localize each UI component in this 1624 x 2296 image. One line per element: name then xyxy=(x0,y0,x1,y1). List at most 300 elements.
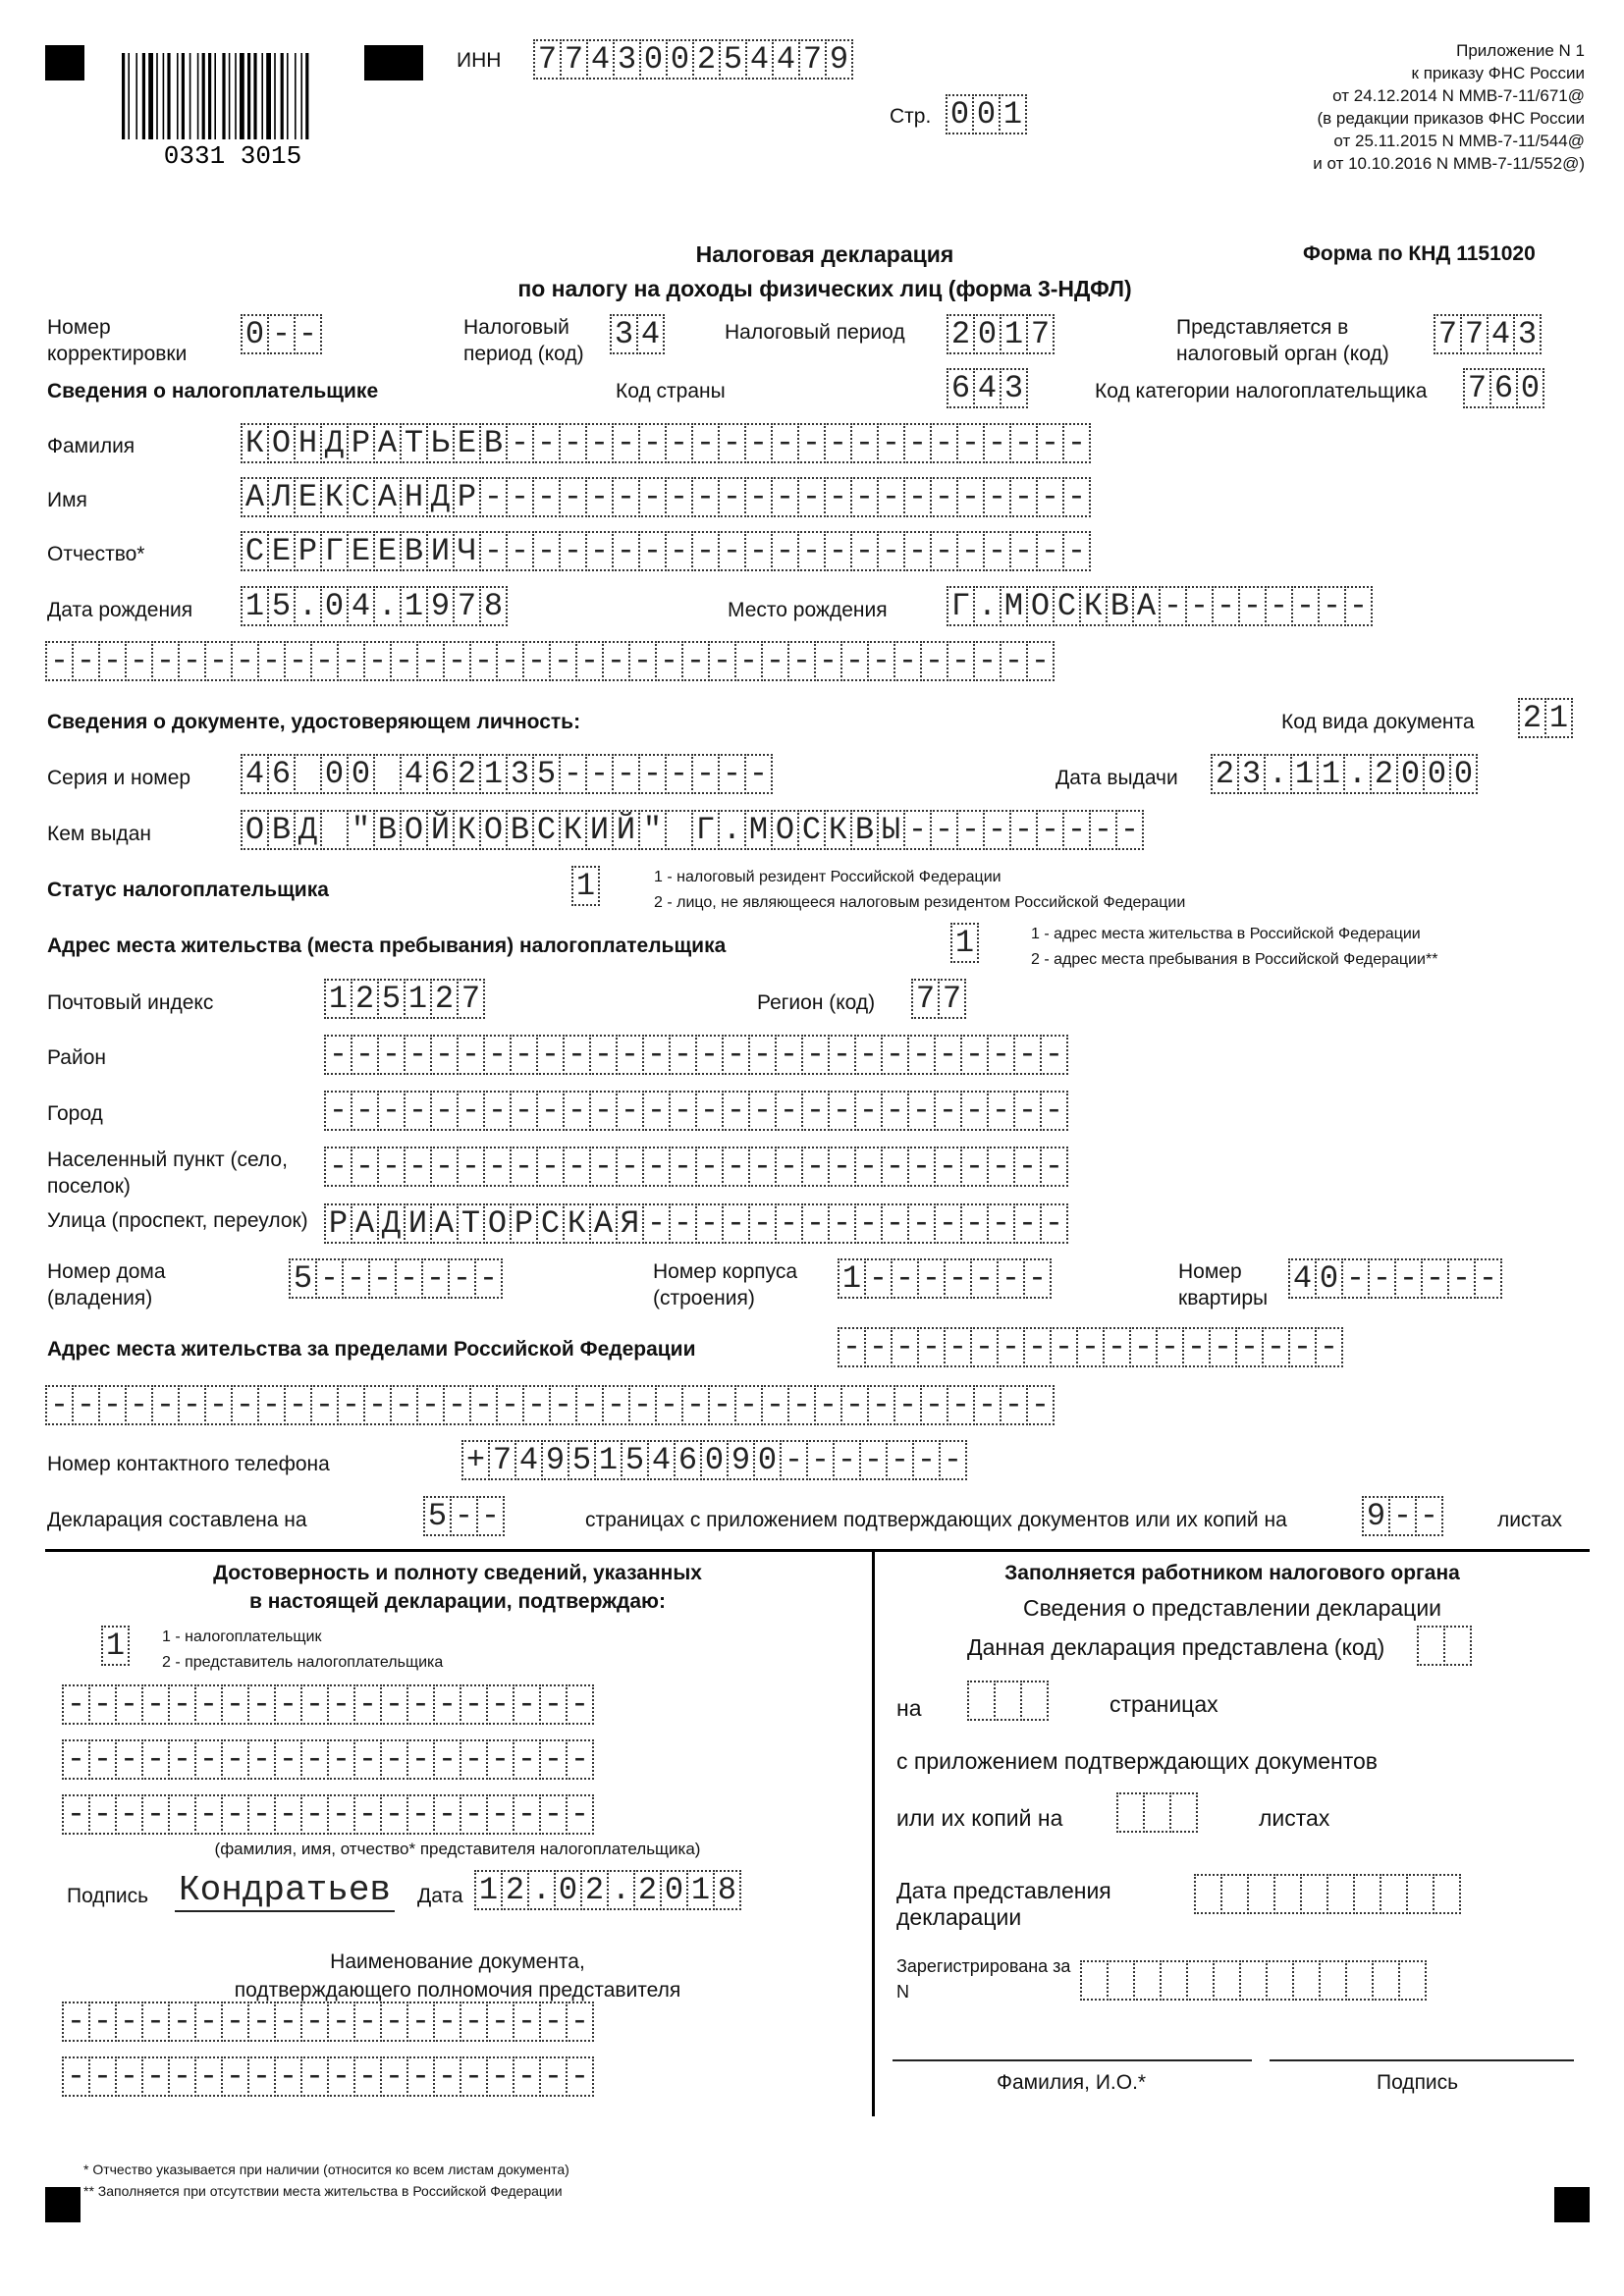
char-cell[interactable]: 3 xyxy=(610,314,638,354)
tax-period-code-field[interactable] xyxy=(610,314,663,354)
char-cell[interactable]: - xyxy=(669,1203,697,1244)
char-cell[interactable]: - xyxy=(1013,1091,1042,1131)
char-cell[interactable]: 2 xyxy=(430,979,459,1019)
char-cell[interactable]: - xyxy=(88,2056,117,2097)
char-cell[interactable]: - xyxy=(483,1035,512,1075)
char-cell[interactable]: - xyxy=(1421,1258,1449,1299)
char-cell[interactable]: - xyxy=(589,1091,618,1131)
char-cell[interactable]: - xyxy=(1115,810,1144,850)
char-cell[interactable]: - xyxy=(708,1385,736,1425)
char-cell[interactable]: - xyxy=(881,1203,909,1244)
doc-type-field[interactable] xyxy=(1518,698,1571,738)
char-cell[interactable]: - xyxy=(691,531,720,571)
char-cell[interactable]: 1 xyxy=(101,1626,130,1666)
char-cell[interactable]: Н xyxy=(400,477,428,517)
building-field[interactable] xyxy=(838,1258,1050,1299)
char-cell[interactable]: - xyxy=(72,641,100,681)
char-cell[interactable]: - xyxy=(864,1258,893,1299)
char-cell[interactable]: - xyxy=(612,531,640,571)
char-cell[interactable]: М xyxy=(1000,586,1028,626)
char-cell[interactable]: - xyxy=(476,1496,505,1536)
char-cell[interactable]: - xyxy=(221,1739,249,1780)
char-cell[interactable]: - xyxy=(513,2056,541,2097)
char-cell[interactable] xyxy=(1433,1874,1461,1914)
char-cell[interactable]: - xyxy=(1076,1327,1105,1367)
char-cell[interactable] xyxy=(373,754,402,794)
char-cell[interactable]: - xyxy=(797,531,826,571)
representative-name-2[interactable] xyxy=(62,1739,592,1780)
char-cell[interactable]: С xyxy=(241,531,269,571)
surname-field[interactable] xyxy=(241,423,1089,463)
char-cell[interactable]: - xyxy=(748,1091,777,1131)
foreign-address-field-1[interactable] xyxy=(838,1327,1341,1367)
issuer-field[interactable] xyxy=(241,810,1142,850)
char-cell[interactable]: - xyxy=(920,1385,948,1425)
char-cell[interactable] xyxy=(1160,1960,1188,2001)
char-cell[interactable]: - xyxy=(486,1794,514,1835)
char-cell[interactable]: - xyxy=(194,1794,223,1835)
char-cell[interactable]: - xyxy=(628,641,657,681)
char-cell[interactable]: - xyxy=(204,641,233,681)
name-field[interactable] xyxy=(241,477,1089,517)
char-cell[interactable]: Д xyxy=(294,810,322,850)
char-cell[interactable]: 1 xyxy=(324,979,352,1019)
char-cell[interactable]: А xyxy=(589,1203,618,1244)
char-cell[interactable]: - xyxy=(691,423,720,463)
char-cell[interactable]: - xyxy=(363,1385,392,1425)
char-cell[interactable]: - xyxy=(1009,423,1038,463)
char-cell[interactable]: - xyxy=(506,531,534,571)
char-cell[interactable]: - xyxy=(987,1091,1015,1131)
char-cell[interactable]: С xyxy=(347,477,375,517)
char-cell[interactable]: - xyxy=(734,641,763,681)
char-cell[interactable]: 5 xyxy=(423,1496,452,1536)
char-cell[interactable]: - xyxy=(563,1091,591,1131)
char-cell[interactable]: - xyxy=(934,1147,962,1187)
char-cell[interactable]: - xyxy=(368,1258,397,1299)
char-cell[interactable]: - xyxy=(877,531,905,571)
char-cell[interactable] xyxy=(320,810,349,850)
char-cell[interactable]: - xyxy=(353,1794,382,1835)
char-cell[interactable]: - xyxy=(1023,1327,1052,1367)
char-cell[interactable]: - xyxy=(457,1147,485,1187)
char-cell[interactable]: - xyxy=(300,2056,329,2097)
char-cell[interactable]: - xyxy=(1062,531,1091,571)
char-cell[interactable]: - xyxy=(585,531,614,571)
char-cell[interactable]: - xyxy=(141,1739,170,1780)
char-cell[interactable]: - xyxy=(734,1385,763,1425)
char-cell[interactable]: - xyxy=(934,1091,962,1131)
authority-doc-field-1[interactable] xyxy=(62,2002,592,2042)
char-cell[interactable]: - xyxy=(1000,1385,1028,1425)
char-cell[interactable]: - xyxy=(722,1147,750,1187)
char-cell[interactable] xyxy=(1133,1960,1162,2001)
char-cell[interactable]: Я xyxy=(616,1203,644,1244)
char-cell[interactable]: - xyxy=(1036,810,1064,850)
char-cell[interactable]: - xyxy=(1209,1327,1237,1367)
char-cell[interactable]: - xyxy=(395,1258,423,1299)
char-cell[interactable]: - xyxy=(797,477,826,517)
char-cell[interactable]: - xyxy=(566,1739,594,1780)
char-cell[interactable]: - xyxy=(380,2056,408,2097)
birthdate-field[interactable] xyxy=(241,586,506,626)
char-cell[interactable]: - xyxy=(1288,1327,1317,1367)
char-cell[interactable]: - xyxy=(300,1794,329,1835)
char-cell[interactable]: 9 xyxy=(541,1440,569,1480)
char-cell[interactable]: . xyxy=(1264,754,1292,794)
district-field[interactable] xyxy=(324,1035,1066,1075)
char-cell[interactable]: 4 xyxy=(347,586,375,626)
char-cell[interactable]: - xyxy=(506,477,534,517)
char-cell[interactable]: - xyxy=(247,1739,276,1780)
char-cell[interactable]: - xyxy=(744,423,773,463)
char-cell[interactable]: 1 xyxy=(404,979,432,1019)
office-sheets-field[interactable] xyxy=(1116,1792,1196,1833)
char-cell[interactable]: А xyxy=(373,423,402,463)
flat-field[interactable] xyxy=(1288,1258,1500,1299)
char-cell[interactable] xyxy=(1213,1960,1241,2001)
char-cell[interactable]: - xyxy=(404,1035,432,1075)
char-cell[interactable]: - xyxy=(536,1147,565,1187)
char-cell[interactable]: 7 xyxy=(1026,314,1055,354)
char-cell[interactable] xyxy=(1319,1960,1347,2001)
char-cell[interactable]: - xyxy=(638,531,667,571)
char-cell[interactable]: - xyxy=(575,641,604,681)
char-cell[interactable] xyxy=(994,1681,1022,1721)
char-cell[interactable]: - xyxy=(681,641,710,681)
char-cell[interactable]: - xyxy=(970,1327,999,1367)
char-cell[interactable]: - xyxy=(559,754,587,794)
char-cell[interactable]: - xyxy=(363,641,392,681)
char-cell[interactable]: - xyxy=(327,1794,355,1835)
char-cell[interactable]: - xyxy=(486,1739,514,1780)
char-cell[interactable]: - xyxy=(665,423,693,463)
char-cell[interactable]: - xyxy=(722,1091,750,1131)
char-cell[interactable]: - xyxy=(665,477,693,517)
char-cell[interactable]: - xyxy=(353,1739,382,1780)
char-cell[interactable]: - xyxy=(566,2056,594,2097)
char-cell[interactable]: 1 xyxy=(999,94,1027,134)
char-cell[interactable]: - xyxy=(983,531,1011,571)
char-cell[interactable]: . xyxy=(718,810,746,850)
char-cell[interactable]: 4 xyxy=(973,368,1001,408)
char-cell[interactable]: - xyxy=(1009,477,1038,517)
char-cell[interactable]: - xyxy=(575,1385,604,1425)
char-cell[interactable]: - xyxy=(327,1739,355,1780)
char-cell[interactable]: - xyxy=(1156,1327,1184,1367)
char-cell[interactable]: - xyxy=(612,754,640,794)
char-cell[interactable]: 7 xyxy=(911,979,940,1019)
char-cell[interactable]: 1 xyxy=(1000,314,1028,354)
char-cell[interactable]: 1 xyxy=(594,1440,623,1480)
char-cell[interactable]: - xyxy=(324,1147,352,1187)
char-cell[interactable]: - xyxy=(1262,1327,1290,1367)
char-cell[interactable]: К xyxy=(320,477,349,517)
char-cell[interactable]: - xyxy=(342,1258,370,1299)
char-cell[interactable]: - xyxy=(886,1440,914,1480)
char-cell[interactable]: - xyxy=(1026,1385,1055,1425)
char-cell[interactable]: - xyxy=(616,1091,644,1131)
char-cell[interactable]: - xyxy=(930,423,958,463)
char-cell[interactable]: - xyxy=(539,1794,568,1835)
char-cell[interactable] xyxy=(1353,1874,1381,1914)
char-cell[interactable]: 4 xyxy=(586,39,615,80)
char-cell[interactable]: О xyxy=(400,810,428,850)
char-cell[interactable]: 0 xyxy=(639,39,668,80)
char-cell[interactable]: - xyxy=(231,641,259,681)
char-cell[interactable]: - xyxy=(960,1203,989,1244)
char-cell[interactable]: - xyxy=(973,641,1001,681)
char-cell[interactable]: - xyxy=(539,1739,568,1780)
char-cell[interactable]: - xyxy=(284,641,312,681)
char-cell[interactable]: - xyxy=(840,641,869,681)
char-cell[interactable]: - xyxy=(168,2056,196,2097)
authority-doc-field-2[interactable] xyxy=(62,2056,592,2097)
char-cell[interactable]: - xyxy=(669,1035,697,1075)
char-cell[interactable]: - xyxy=(324,1035,352,1075)
char-cell[interactable]: 3 xyxy=(1513,314,1542,354)
char-cell[interactable]: 0 xyxy=(666,39,694,80)
char-cell[interactable]: 6 xyxy=(674,1440,702,1480)
char-cell[interactable]: О xyxy=(483,1203,512,1244)
char-cell[interactable]: 9 xyxy=(1362,1496,1390,1536)
correction-field[interactable] xyxy=(241,314,320,354)
char-cell[interactable]: В xyxy=(850,810,879,850)
char-cell[interactable]: - xyxy=(496,641,524,681)
char-cell[interactable]: 0 xyxy=(946,94,974,134)
char-cell[interactable] xyxy=(1116,1792,1145,1833)
street-field[interactable] xyxy=(324,1203,1066,1244)
char-cell[interactable]: Г xyxy=(947,586,975,626)
char-cell[interactable]: - xyxy=(907,1147,936,1187)
char-cell[interactable]: - xyxy=(797,423,826,463)
char-cell[interactable]: - xyxy=(513,1739,541,1780)
char-cell[interactable]: - xyxy=(1089,810,1117,850)
char-cell[interactable]: 2 xyxy=(692,39,721,80)
char-cell[interactable]: . xyxy=(294,586,322,626)
char-cell[interactable]: - xyxy=(406,1739,435,1780)
office-reg-field[interactable] xyxy=(1080,1960,1425,2001)
char-cell[interactable]: - xyxy=(510,1035,538,1075)
locality-field[interactable] xyxy=(324,1147,1066,1187)
char-cell[interactable]: - xyxy=(247,1684,276,1725)
char-cell[interactable]: - xyxy=(141,2056,170,2097)
char-cell[interactable]: - xyxy=(380,1684,408,1725)
char-cell[interactable]: - xyxy=(433,1794,461,1835)
char-cell[interactable]: М xyxy=(744,810,773,850)
char-cell[interactable]: В xyxy=(506,810,534,850)
representative-name-3[interactable] xyxy=(62,1794,592,1835)
char-cell[interactable]: - xyxy=(513,1684,541,1725)
char-cell[interactable]: - xyxy=(327,2002,355,2042)
char-cell[interactable]: - xyxy=(960,1091,989,1131)
char-cell[interactable]: - xyxy=(944,1258,972,1299)
char-cell[interactable]: - xyxy=(1036,423,1064,463)
birthplace-field[interactable] xyxy=(947,586,1371,626)
char-cell[interactable]: С xyxy=(1053,586,1081,626)
char-cell[interactable]: - xyxy=(1026,641,1055,681)
char-cell[interactable]: - xyxy=(748,1147,777,1187)
char-cell[interactable]: - xyxy=(824,423,852,463)
sign-date-field[interactable] xyxy=(474,1870,739,1910)
char-cell[interactable]: - xyxy=(390,641,418,681)
char-cell[interactable]: - xyxy=(310,641,339,681)
char-cell[interactable]: - xyxy=(168,1684,196,1725)
char-cell[interactable]: - xyxy=(257,641,286,681)
char-cell[interactable]: 0 xyxy=(1423,754,1451,794)
char-cell[interactable]: 3 xyxy=(613,39,641,80)
char-cell[interactable]: - xyxy=(944,1327,972,1367)
char-cell[interactable]: - xyxy=(1291,586,1320,626)
char-cell[interactable]: - xyxy=(221,1794,249,1835)
char-cell[interactable]: - xyxy=(300,1739,329,1780)
char-cell[interactable]: - xyxy=(1036,477,1064,517)
char-cell[interactable]: - xyxy=(559,477,587,517)
char-cell[interactable]: - xyxy=(828,1035,856,1075)
char-cell[interactable]: К xyxy=(559,810,587,850)
char-cell[interactable]: - xyxy=(775,1147,803,1187)
char-cell[interactable]: - xyxy=(983,423,1011,463)
char-cell[interactable]: - xyxy=(1062,810,1091,850)
char-cell[interactable]: - xyxy=(907,1035,936,1075)
char-cell[interactable]: - xyxy=(771,423,799,463)
char-cell[interactable]: 6 xyxy=(267,754,296,794)
char-cell[interactable]: 2 xyxy=(453,754,481,794)
char-cell[interactable]: О xyxy=(267,423,296,463)
char-cell[interactable]: - xyxy=(585,477,614,517)
char-cell[interactable]: - xyxy=(748,1203,777,1244)
char-cell[interactable]: 5 xyxy=(267,586,296,626)
char-cell[interactable]: - xyxy=(722,1203,750,1244)
char-cell[interactable]: - xyxy=(443,1385,471,1425)
char-cell[interactable]: 4 xyxy=(1288,1258,1317,1299)
char-cell[interactable]: - xyxy=(893,641,922,681)
char-cell[interactable]: - xyxy=(62,1684,90,1725)
char-cell[interactable]: - xyxy=(522,1385,551,1425)
char-cell[interactable]: Ы xyxy=(877,810,905,850)
char-cell[interactable]: - xyxy=(194,1684,223,1725)
char-cell[interactable] xyxy=(1326,1874,1355,1914)
char-cell[interactable]: . xyxy=(1343,754,1372,794)
char-cell[interactable]: - xyxy=(695,1147,724,1187)
char-cell[interactable]: 5 xyxy=(719,39,747,80)
char-cell[interactable]: " xyxy=(347,810,375,850)
char-cell[interactable]: - xyxy=(956,477,985,517)
char-cell[interactable]: 4 xyxy=(636,314,665,354)
char-cell[interactable]: - xyxy=(722,1035,750,1075)
char-cell[interactable]: - xyxy=(430,1147,459,1187)
char-cell[interactable]: Й xyxy=(426,810,455,850)
char-cell[interactable]: - xyxy=(612,423,640,463)
char-cell[interactable]: - xyxy=(903,810,932,850)
char-cell[interactable]: - xyxy=(801,1035,830,1075)
char-cell[interactable]: 1 xyxy=(241,586,269,626)
char-cell[interactable]: 0 xyxy=(1516,368,1544,408)
char-cell[interactable]: . xyxy=(607,1870,635,1910)
char-cell[interactable]: Г xyxy=(320,531,349,571)
char-cell[interactable]: Р xyxy=(347,423,375,463)
char-cell[interactable]: - xyxy=(448,1258,476,1299)
char-cell[interactable]: - xyxy=(1013,1203,1042,1244)
char-cell[interactable]: - xyxy=(430,1091,459,1131)
char-cell[interactable]: - xyxy=(433,2002,461,2042)
char-cell[interactable]: - xyxy=(221,2002,249,2042)
char-cell[interactable]: - xyxy=(247,1794,276,1835)
region-field[interactable] xyxy=(911,979,964,1019)
char-cell[interactable]: - xyxy=(351,1091,379,1131)
char-cell[interactable]: - xyxy=(274,2002,302,2042)
char-cell[interactable]: - xyxy=(510,1091,538,1131)
char-cell[interactable]: - xyxy=(960,1035,989,1075)
char-cell[interactable]: - xyxy=(867,641,895,681)
char-cell[interactable]: 9 xyxy=(825,39,853,80)
char-cell[interactable]: - xyxy=(850,477,879,517)
char-cell[interactable]: - xyxy=(877,477,905,517)
char-cell[interactable]: - xyxy=(404,1091,432,1131)
char-cell[interactable]: - xyxy=(151,1385,180,1425)
char-cell[interactable]: - xyxy=(891,1258,919,1299)
char-cell[interactable]: - xyxy=(1040,1203,1068,1244)
char-cell[interactable]: - xyxy=(973,1385,1001,1425)
char-cell[interactable]: А xyxy=(241,477,269,517)
char-cell[interactable] xyxy=(1266,1960,1294,2001)
char-cell[interactable] xyxy=(1417,1626,1445,1666)
char-cell[interactable]: - xyxy=(854,1147,883,1187)
birthplace-continuation[interactable] xyxy=(45,641,1053,681)
char-cell[interactable]: - xyxy=(920,641,948,681)
char-cell[interactable]: - xyxy=(457,1035,485,1075)
char-cell[interactable]: - xyxy=(194,2056,223,2097)
char-cell[interactable]: - xyxy=(257,1385,286,1425)
char-cell[interactable]: 1 xyxy=(474,1870,503,1910)
char-cell[interactable] xyxy=(1292,1960,1321,2001)
char-cell[interactable]: И xyxy=(404,1203,432,1244)
char-cell[interactable]: 2 xyxy=(633,1870,662,1910)
char-cell[interactable]: - xyxy=(274,1684,302,1725)
char-cell[interactable]: - xyxy=(141,1794,170,1835)
char-cell[interactable]: К xyxy=(453,810,481,850)
signer-type-field[interactable] xyxy=(101,1626,128,1666)
char-cell[interactable] xyxy=(1247,1874,1275,1914)
char-cell[interactable]: - xyxy=(532,423,561,463)
char-cell[interactable]: 0 xyxy=(972,94,1001,134)
char-cell[interactable]: - xyxy=(589,1147,618,1187)
char-cell[interactable]: - xyxy=(1103,1327,1131,1367)
char-cell[interactable]: - xyxy=(231,1385,259,1425)
char-cell[interactable]: - xyxy=(479,477,508,517)
char-cell[interactable]: - xyxy=(539,2002,568,2042)
char-cell[interactable]: 8 xyxy=(713,1870,741,1910)
char-cell[interactable]: И xyxy=(585,810,614,850)
char-cell[interactable]: - xyxy=(460,1739,488,1780)
char-cell[interactable]: 3 xyxy=(1237,754,1266,794)
char-cell[interactable]: - xyxy=(787,1385,816,1425)
char-cell[interactable]: - xyxy=(178,641,206,681)
char-cell[interactable]: О xyxy=(479,810,508,850)
char-cell[interactable]: 7 xyxy=(488,1440,516,1480)
house-field[interactable] xyxy=(289,1258,501,1299)
char-cell[interactable]: - xyxy=(695,1091,724,1131)
char-cell[interactable] xyxy=(1020,1681,1049,1721)
char-cell[interactable]: - xyxy=(416,641,445,681)
char-cell[interactable]: - xyxy=(934,1203,962,1244)
char-cell[interactable]: - xyxy=(496,1385,524,1425)
char-cell[interactable]: . xyxy=(973,586,1001,626)
char-cell[interactable]: Е xyxy=(453,423,481,463)
char-cell[interactable]: - xyxy=(88,1794,117,1835)
char-cell[interactable]: - xyxy=(460,2056,488,2097)
char-cell[interactable]: - xyxy=(406,1684,435,1725)
